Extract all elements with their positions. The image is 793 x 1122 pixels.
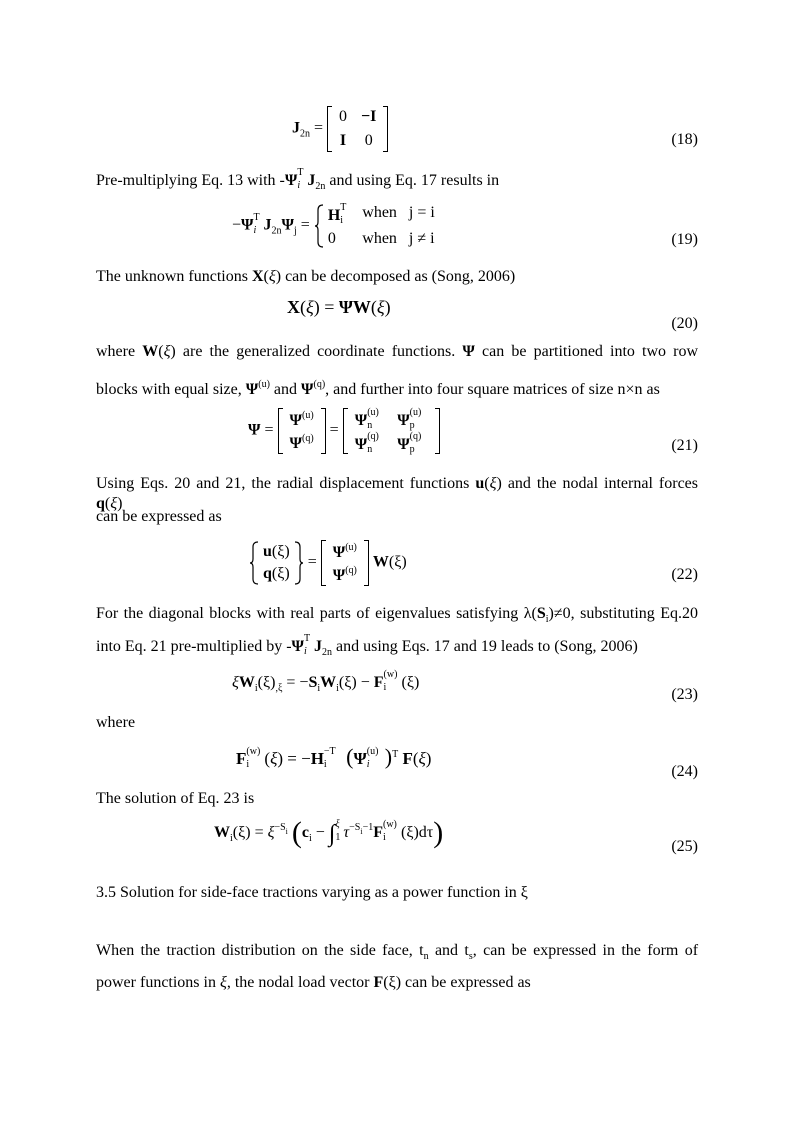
equation-18: $J_{2n}$ = 0 −I I 0 (292, 106, 388, 152)
equation-24: F (w) i (ξ) = −H −T i (Ψ (u) i )$^T$ F(ξ) (236, 744, 432, 770)
equation-number-20: (20) (671, 315, 698, 332)
paragraph-2: The unknown functions X(ξ) can be decomposed as (Song, 2006) (96, 268, 516, 285)
paragraph-8-line-1: When the traction distribution on the side face, $t_n$ and $t_s$, can be expressed in the form of (96, 942, 699, 962)
equation-21: Ψ = $\Psi^{(u)}$ $\Psi^{(q)}$ = Ψ (u) n Ψ (u) p Ψ (q) n Ψ (q) p (248, 408, 440, 454)
equation-22: u(ξ) q(ξ) = $\Psi^{(u)}$ $\Psi^{(q)}$ W(ξ) (249, 540, 407, 586)
equation-25: $W_i(\xi) = \xi^{-S_i}$ ($c_i$ − ∫ ξ 1 $\tau^{-S_i-1}F$ (w) i (ξ)dτ) (214, 816, 444, 849)
paragraph-5-line-2: into Eq. 21 pre-multiplied by -Ψ T i $J_{2n}$ and using Eqs. 17 and 19 leads to (Song, 2006) (96, 633, 638, 658)
equation-number-18: (18) (671, 131, 698, 148)
equation-number-22: (22) (671, 566, 698, 583)
paragraph-4-line-1: Using Eqs. 20 and 21, the radial displacement functions u(ξ) and the nodal internal forces q(ξ) (96, 475, 699, 512)
equation-23: $\xi W_i(\xi)_{,\xi} = -S_iW_i(\xi) - F$ (w) i (ξ) (232, 669, 420, 694)
left-brace-icon (249, 541, 259, 585)
paragraph-3-line-2: blocks with equal size, $\Psi^{(u)}$ and $\Psi^{(q)}$, and further into four square matrices of size n×n as (96, 379, 660, 398)
paragraph-6: where (96, 714, 136, 731)
paragraph-1: Pre-multiplying Eq. 13 with -Ψ T i $J_{2n}$ and using Eq. 17 results in (96, 167, 500, 192)
equation-number-23: (23) (671, 686, 698, 703)
equation-number-24: (24) (671, 763, 698, 780)
paragraph-8-line-2: power functions in ξ, the nodal load vector F(ξ) can be expressed as (96, 974, 531, 991)
paragraph-4-line-2: can be expressed as (96, 508, 222, 525)
equation-number-19: (19) (671, 231, 698, 248)
paragraph-3-line-1: where W(ξ) are the generalized coordinate functions. Ψ can be partitioned into two row (96, 343, 699, 360)
left-brace-icon (314, 204, 324, 248)
equation-number-21: (21) (671, 437, 698, 454)
equation-number-25: (25) (671, 838, 698, 855)
equation-19: −Ψ T i $J_{2n}\Psi_j$ = H T i when j = i 0 when j ≠ i (232, 202, 435, 247)
section-heading-3-5: 3.5 Solution for side-face tractions varying as a power function in ξ (96, 884, 528, 901)
paragraph-7: The solution of Eq. 23 is (96, 790, 255, 807)
paragraph-5-line-1: For the diagonal blocks with real parts of eigenvalues satisfying $\lambda(S_i)\ne 0$, substituting Eq.20 (96, 605, 698, 625)
right-brace-icon (294, 541, 304, 585)
equation-20: X(ξ) = ΨW(ξ) (287, 297, 391, 317)
